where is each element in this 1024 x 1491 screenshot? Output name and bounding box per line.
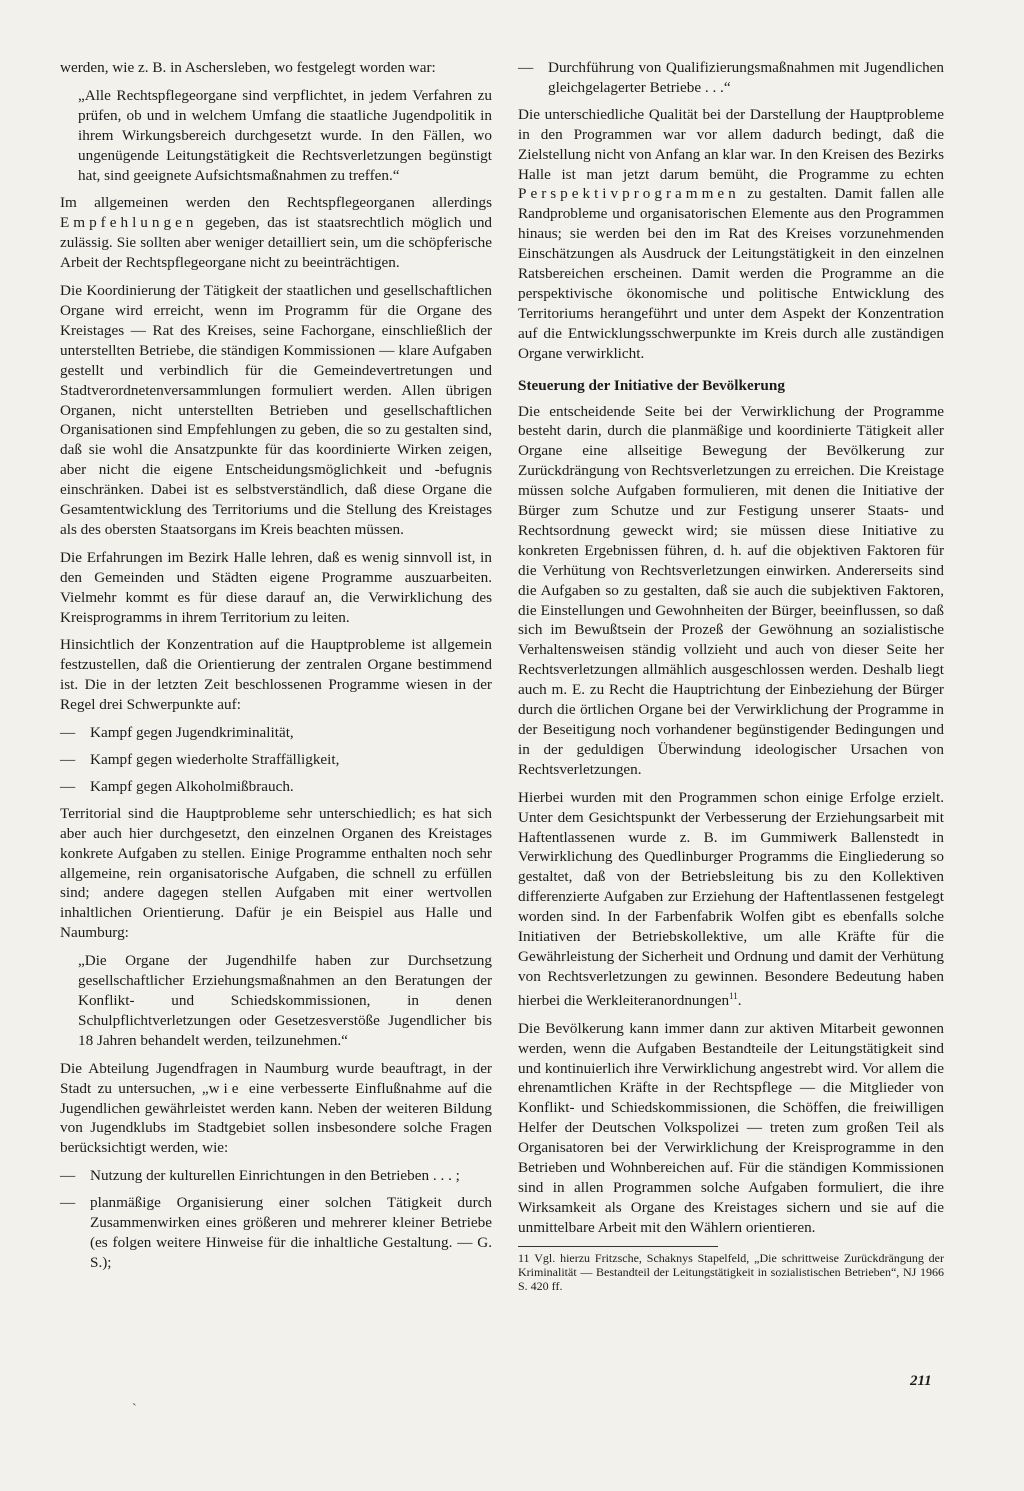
list-item-text: Kampf gegen Alkoholmißbrauch. (90, 777, 294, 795)
text: Die Abteilung Jugendfragen in Naumburg wurde beauftragt, in der Stadt zu untersuchen, „ (60, 1059, 492, 1097)
paragraph: Die entscheidende Seite bei der Verwirklichung der Programme besteht darin, durch die planmäßige und koordinierte Tätigkeit aller Organe eine allseitige Bewegung der Bevölkerung zur Zurückdrängung von Rechtsverletzungen zu erreichen. Die Kreistage müssen solche Aufgaben formulieren, mit denen die Initiative der Bürger zum Schutze und zur Festigung unserer Staats- und Rechtsordnung geweckt wird; sie müssen diese Initiative zu konkreten Ergebnissen führen, d. h. auf die objektiven Faktoren für die Verhütung von Rechtsverletzungen einwirken. Andererseits sind die Aufgaben so zu gestalten, daß sie auch die subjektiven Faktoren, die Einstellungen und Gewohnheiten der Bürger, beeinflussen, so daß sich im Bewußtsein der Prozeß der Gewöhnung an sozialistische Verhaltensweisen ständig vollzieht und auch von dieser Seite her Rechtsverletzungen allmählich ausgeschlossen werden. Deshalb liegt auch m. E. zu Recht die Hauptrichtung der Einbeziehung der Bürger durch die örtlichen Organe bei der Verwirklichung der Programme in der Beseitigung noch vorhandener begünstigender Bedingungen und in der geduldigen Überwindung ideologischer Ursachen von Rechtsverletzungen. (518, 402, 944, 778)
dash-marker: — (518, 59, 534, 76)
dash-marker: — (60, 1167, 76, 1185)
text: gegeben, das ist staatsrechtlich möglich und zulässig. Sie sollten aber weniger detailliert sein, um die schöpferische Arbeit der Rechtspflegeorgane nicht zu beeinträchtigen. (60, 214, 493, 272)
paragraph: Territorial sind die Hauptprobleme sehr unterschiedlich; es hat sich aber auch hier durchgesetzt, den einzelnen Organen des Kreistages konkrete Aufgaben zu stellen. Einige Programme enthalten noch sehr allgemeine, rein organisatorische Aufgaben, die schnell zu erfüllen sind; andere dagegen stellen Aufgaben mit einer wertvollen inhaltlichen Orientierung. Dafür je ein Beispiel aus Halle und Naumburg: (60, 804, 492, 942)
dash-marker: — (60, 724, 76, 742)
quotation: „Die Organe der Jugendhilfe haben zur Durchsetzung gesellschaftlicher Erziehungsmaßnahmen an den Beratungen der Konflikt- und Schiedskommissionen, in denen Schulpflichtverletzungen oder Gesetzesverstöße Jugendlicher bis 18 Jahren behandelt werden, teilzunehmen.“ (78, 952, 492, 1049)
text: . (737, 991, 742, 1009)
list-item (60, 1193, 492, 1273)
text: Im allgemeinen werden den Rechtspflegeorganen allerdings (60, 194, 492, 212)
text: Die unterschiedliche Qualität bei der Darstellung der Hauptprobleme in den Programmen war vor allem dadurch bedingt, daß die Zielstellung nicht von Anfang an klar war. In den Kreisen des Bezirks Halle ist man jetzt darum bemüht, die Programme zu echten (518, 105, 944, 183)
paragraph: werden, wie z. B. in Aschersleben, wo festgelegt worden war: (60, 59, 436, 76)
dash-marker: — (60, 777, 76, 795)
spaced-emphasis: wie (208, 1079, 243, 1097)
spaced-emphasis: Empfehlungen (60, 214, 198, 232)
paragraph: Die Koordinierung der Tätigkeit der staatlichen und gesellschaftlichen Organe wird erreicht, wenn im Programm für die Organe des Kreistages — Rat des Kreises, seine Fachorgane, einschließlich der unterstellten Betriebe, die ständigen Kommissionen — klare Aufgaben gestellt und verbindlich für die Gemeindevertretungen und Stadtverordnetenversammlungen formuliert werden. Allen übrigen Organen, nicht unterstellten Betrieben und gesellschaftlichen Organisationen sind Empfehlungen zu geben, die so zu gestalten sind, daß sie wohl die Ansatzpunkte für das koordinierte Wirken zeigen, aber nicht die eigene Entscheidungsmöglichkeit und -befugnis einschränken. Dabei ist es selbstverständlich, daß diese Organe die Gesamtentwicklung des Territoriums und die Stellung des Kreistages als des obersten Staatsorgans im Kreis beachten müssen. (60, 282, 492, 538)
footnote-divider (518, 1246, 718, 1247)
section-heading: Steuerung der Initiative der Bevölkerung (518, 376, 785, 394)
list-item-text: Kampf gegen wiederholte Straffälligkeit, (90, 751, 340, 768)
page-number: 211 (910, 1373, 932, 1389)
list-item (60, 723, 492, 743)
paragraph (60, 1059, 492, 1159)
right-column (518, 58, 944, 1293)
footnote-reference: 11 (729, 990, 738, 1001)
list-item (60, 777, 492, 797)
list-item (518, 58, 944, 98)
paragraph: Die Bevölkerung kann immer dann zur aktiven Mitarbeit gewonnen werden, wenn die Aufgaben Bestandteile der Leitungstätigkeit sind und kontinuierlich ihre Verwirklichung angestrebt wird. Vor allem die ehrenamtlichen Kräfte in der Rechtspflege — die Mitglieder von Konflikt- und Schiedskommissionen, die Schöffen, die freiwilligen Helfer der Deutschen Volkspolizei — treten zum großen Teil als Organisatoren bei der Verwirklichung der Kreisprogramme in den Betrieben und Wohnbereichen auf. Für die ständigen Kommissionen sind in allen Programmen solche Aufgaben formuliert, die ihre Wirksamkeit als Organe des Kreistages sichern und sie auf die unmittelbare Arbeit mit den Wählern orientieren. (518, 1019, 944, 1236)
paragraph (518, 788, 944, 1011)
text: Hierbei wurden mit den Programmen schon einige Erfolge erzielt. Unter dem Gesichtspunkt der Verbesserung der Erziehungsarbeit mit Haftentlassenen wurde z. B. im Gummiwerk Ballenstedt in Verwirklichung des Quedlinburger Programms die Eingliederung so gestaltet, daß von der Betriebsleitung bis zu den Kollektiven differenzierte Aufgaben zur Erziehung der Haftentlassenen festgelegt worden sind. In der Farbenfabrik Wolfen gibt es ebenfalls solche Initiativen der Betriebskollektive, um alle Kräfte für die Gewährleistung der Sicherheit und Ordnung und damit der Verhütung von Rechtsverletzungen zu gewinnen. Besondere Bedeutung haben hierbei die Werkleiteranordnungen (518, 788, 944, 1009)
paragraph: Die Erfahrungen im Bezirk Halle lehren, daß es wenig sinnvoll ist, in den Gemeinden und Städten eigene Programme auszuarbeiten. Vielmehr kommt es für diese darauf an, die Verwirklichung des Kreisprogramms in ihrem Territorium zu leiten. (60, 548, 492, 626)
spaced-emphasis: Perspektivprogrammen (518, 185, 740, 203)
footnote: 11 Vgl. hierzu Fritzsche, Schaknys Stapelfeld, „Die schrittweise Zurückdrängung der Kriminalität — Bestandteil der Leitungstätigkeit in sozialistischen Betrieben“, NJ 1966 S. 420 ff. (518, 1250, 944, 1293)
quotation: „Alle Rechtspflegeorgane sind verpflichtet, in jedem Verfahren zu prüfen, ob und in welchem Umfang die staatliche Jugendpolitik in ihrem Wirkungsbereich durchgesetzt wurde. In den Fällen, wo ungenügende Leitungstätigkeit die Rechtsverletzungen begünstigt hat, sind geeignete Aufsichtsmaßnahmen zu treffen.“ (78, 86, 492, 184)
paragraph (518, 105, 944, 364)
list-item-text: Durchführung von Qualifizierungsmaßnahmen mit Jugendlichen gleichgelagerter Betriebe . . .“ (548, 59, 944, 96)
list-item (60, 750, 492, 770)
stray-mark: ˴ (132, 1396, 137, 1411)
text: zu gestalten. Damit fallen alle Randprobleme und organisatorischen Elemente aus den Programmen hinaus; sie werden bei den im Rat des Kreises vorzunehmenden Einschätzungen als Ausdruck der Leitungstätigkeit in den einzelnen Ratsbereichen erscheinen. Damit werden die Programme an die perspektivische ökonomische und politische Entwicklung des Territoriums herangeführt und unter dem Aspekt der Konzentration auf die Entwicklungsschwerpunkte im Kreis durch alle zuständigen Organe verwirklicht. (518, 185, 944, 362)
paragraph: Hinsichtlich der Konzentration auf die Hauptprobleme ist allgemein festzustellen, daß die Orientierung der zentralen Organe bestimmend ist. Die in der letzten Zeit beschlossenen Programme wiesen in der Regel drei Schwerpunkte auf: (60, 636, 492, 714)
text: eine verbesserte Einflußnahme auf die Jugendlichen gewährleistet werden kann. Neben der weiteren Bildung von Jugendklubs im Stadtgebiet sollen insbesondere solche Fragen berücksichtigt werden, wie: (60, 1079, 492, 1157)
list-item-text: Nutzung der kulturellen Einrichtungen in den Betrieben . . . ; (90, 1167, 460, 1185)
left-column (60, 58, 492, 1280)
paragraph (60, 193, 492, 273)
dash-marker: — (60, 1194, 76, 1212)
dash-marker: — (60, 751, 76, 768)
list-item-text: planmäßige Organisierung einer solchen Tätigkeit durch Zusammenwirken eines größeren und mehrerer kleiner Betriebe (es folgen weitere Hinweise für die inhaltliche Gestaltung. — G. S.); (90, 1194, 492, 1271)
list-item (60, 1166, 492, 1186)
list-item-text: Kampf gegen Jugendkriminalität, (90, 724, 294, 742)
